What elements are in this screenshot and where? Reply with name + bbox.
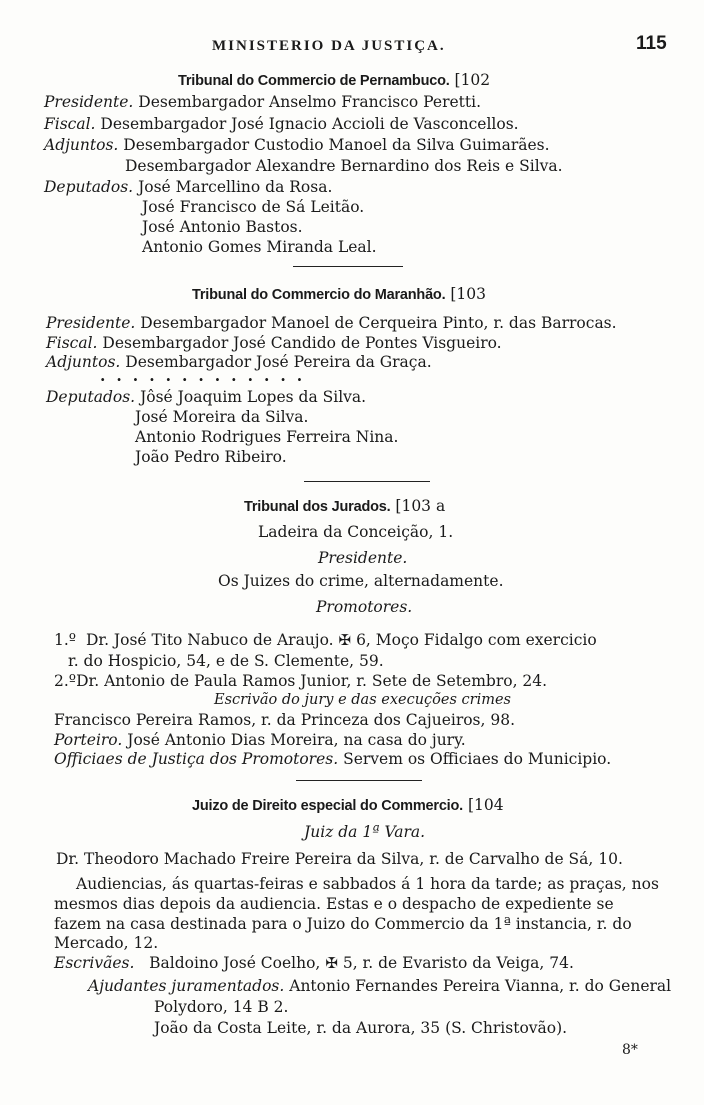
promotor-1: 1.º Dr. José Tito Nabuco de Araujo. ✠ 6, Moço Fidalgo com exercicio: [54, 631, 597, 649]
audiencias-line-3: fazem na casa destinada para o Juizo do Commercio da 1ª instancia, r. do: [54, 915, 632, 933]
promotor-1-cont: r. do Hospicio, 54, e de S. Clemente, 59.: [68, 652, 384, 670]
jurados-address: Ladeira da Conceição, 1.: [258, 523, 454, 541]
pernambuco-adjunto-2: Desembargador Alexandre Bernardino dos Reis e Silva.: [125, 157, 563, 175]
audiencias-line-2: mesmos dias depois da audiencia. Estas e o despacho de expediente se: [54, 895, 614, 913]
pernambuco-deputado-2: José Francisco de Sá Leitão.: [142, 198, 365, 216]
maranhao-deputado-3: Antonio Rodrigues Ferreira Nina.: [135, 428, 399, 446]
ajudantes: Ajudantes juramentados. Antonio Fernandes Pereira Vianna, r. do General: [88, 977, 672, 995]
pernambuco-presidente: Presidente. Desembargador Anselmo Francisco Peretti.: [44, 93, 481, 111]
pernambuco-deputado-4: Antonio Gomes Miranda Leal.: [142, 238, 377, 256]
maranhao-deputado-2: José Moreira da Silva.: [135, 408, 309, 426]
jurados-promotores-heading: Promotores.: [316, 598, 413, 616]
divider: [296, 780, 422, 781]
jurados-presidente-heading: Presidente.: [318, 549, 408, 567]
divider: [293, 266, 403, 267]
page-number: 115: [636, 33, 667, 54]
jurados-presidente-text: Os Juizes do crime, alternadamente.: [218, 572, 504, 590]
maranhao-fiscal: Fiscal. Desembargador José Candido de Pontes Visgueiro.: [46, 334, 502, 352]
running-title: MINISTERIO DA JUSTIÇA.: [212, 38, 446, 54]
ajudantes-2: João da Costa Leite, r. da Aurora, 35 (S. Christovão).: [154, 1019, 568, 1037]
juizo-judge: Dr. Theodoro Machado Freire Pereira da Silva, r. de Carvalho de Sá, 10.: [56, 850, 623, 868]
order-cross-icon: ✠: [338, 631, 352, 649]
divider: [304, 481, 430, 482]
pernambuco-deputados: Deputados. José Marcellino da Rosa.: [44, 178, 333, 196]
section-title-juizo: Juizo de Direito especial do Commercio. [104: [192, 796, 504, 814]
order-cross-icon: ✠: [325, 954, 338, 972]
audiencias-line-1: Audiencias, ás quartas-feiras e sabbados á 1 hora da tarde; as praças, nos: [76, 875, 659, 893]
ellipsis-dots: .............: [100, 366, 314, 385]
maranhao-adjuntos: Adjuntos. Desembargador José Pereira da Graça.: [46, 353, 432, 371]
signature-mark: 8*: [622, 1042, 638, 1058]
section-title-pernambuco: Tribunal do Commercio de Pernambuco. [102: [178, 71, 491, 89]
maranhao-deputados: Deputados. Jôsé Joaquim Lopes da Silva.: [46, 388, 367, 406]
pernambuco-fiscal: Fiscal. Desembargador José Ignacio Accioli de Vasconcellos.: [44, 115, 519, 133]
maranhao-deputado-4: João Pedro Ribeiro.: [135, 448, 287, 466]
pernambuco-adjuntos: Adjuntos. Desembargador Custodio Manoel da Silva Guimarães.: [44, 136, 550, 154]
escrivao-heading: Escrivão do jury e das execuções crimes: [214, 692, 511, 708]
ajudantes-cont: Polydoro, 14 B 2.: [154, 998, 289, 1016]
escrivao-text: Francisco Pereira Ramos, r. da Princeza dos Cajueiros, 98.: [54, 711, 516, 729]
officiaes: Officiaes de Justiça dos Promotores. Servem os Officiaes do Municipio.: [54, 750, 612, 768]
maranhao-presidente: Presidente. Desembargador Manoel de Cerqueira Pinto, r. das Barrocas.: [46, 314, 617, 332]
porteiro: Porteiro. José Antonio Dias Moreira, na casa do jury.: [54, 731, 466, 749]
pernambuco-deputado-3: José Antonio Bastos.: [142, 218, 303, 236]
audiencias-line-4: Mercado, 12.: [54, 934, 159, 952]
promotor-2: 2.ºDr. Antonio de Paula Ramos Junior, r. Sete de Setembro, 24.: [54, 672, 548, 690]
escrivaes: Escrivães. Baldoino José Coelho, ✠ 5, r. de Evaristo da Veiga, 74.: [54, 954, 574, 972]
juizo-vara: Juiz da 1ª Vara.: [304, 823, 426, 841]
section-title-maranhao: Tribunal do Commercio do Maranhão. [103: [192, 285, 486, 303]
section-title-jurados: Tribunal dos Jurados. [103 a: [244, 497, 446, 515]
